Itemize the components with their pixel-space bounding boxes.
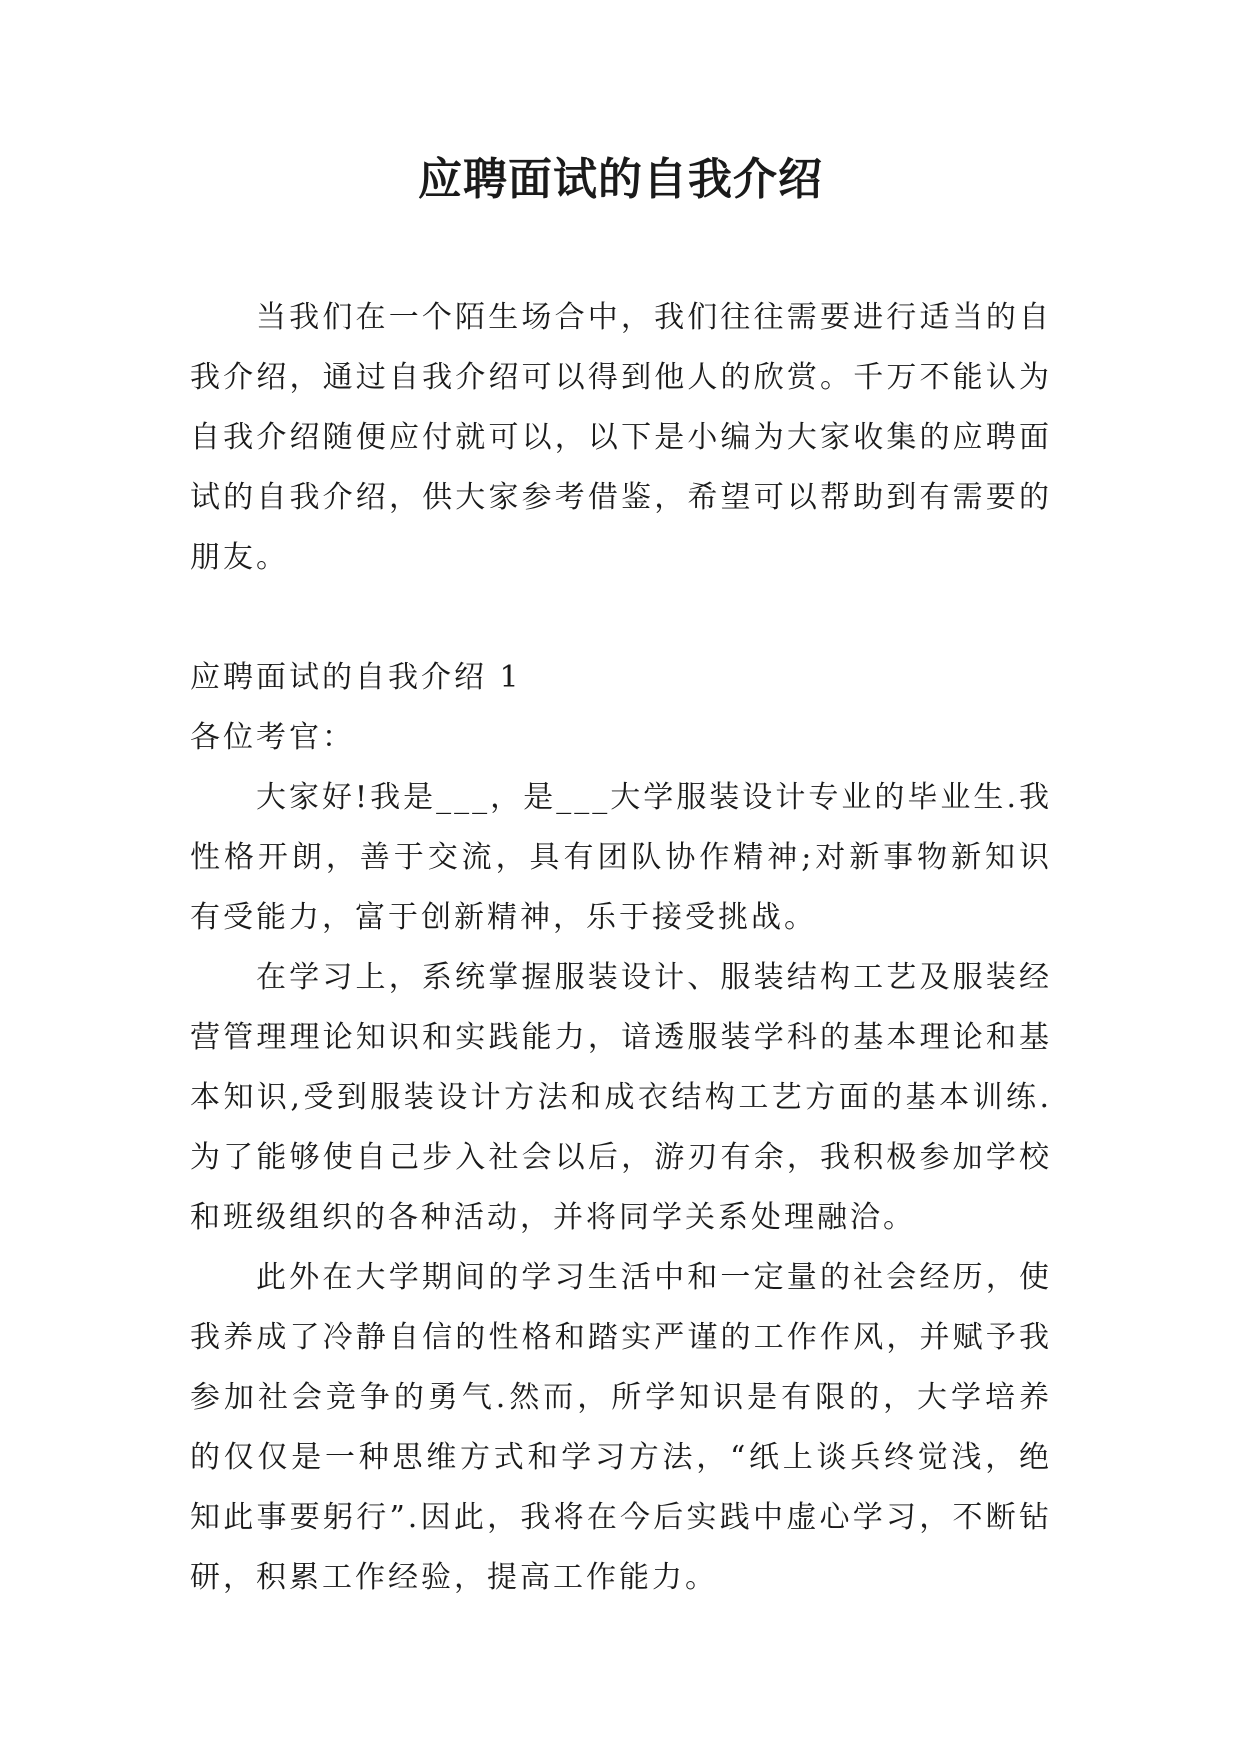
body-paragraph-3: 此外在大学期间的学习生活中和一定量的社会经历，使我养成了冷静自信的性格和踏实严谨的工作作风，并赋予我参加社会竞争的勇气.然而，所学知识是有限的，大学培养的仅仅是一种思维方式和学习方法，“纸上谈兵终觉浅，绝知此事要躬行”.因此，我将在今后实践中虚心学习，不断钻研，积累工作经验，提高工作能力。 <box>190 1260 1052 1595</box>
intro-paragraph: 当我们在一个陌生场合中，我们往往需要进行适当的自我介绍，通过自我介绍可以得到他人的欣赏。千万不能认为自我介绍随便应付就可以，以下是小编为大家收集的应聘面试的自我介绍，供大家参考借鉴，希望可以帮助到有需要的朋友。 <box>190 300 1052 575</box>
paragraph-spacer <box>190 588 1052 648</box>
body-paragraph-1: 大家好!我是___，是___大学服装设计专业的毕业生.我性格开朗，善于交流，具有团队协作精神;对新事物新知识有受能力，富于创新精神，乐于接受挑战。 <box>190 780 1052 935</box>
document-title: 应聘面试的自我介绍 <box>418 154 823 205</box>
body-paragraph-2: 在学习上，系统掌握服装设计、服装结构工艺及服装经营管理理论知识和实践能力，谙透服装学科的基本理论和基本知识,受到服装设计方法和成衣结构工艺方面的基本训练.为了能够使自己步入社会以后，游刃有余，我积极参加学校和班级组织的各种活动，并将同学关系处理融洽。 <box>190 960 1052 1235</box>
section-heading: 应聘面试的自我介绍 1 <box>190 660 522 695</box>
salutation: 各位考官： <box>190 720 355 755</box>
document-body <box>190 288 1052 1608</box>
